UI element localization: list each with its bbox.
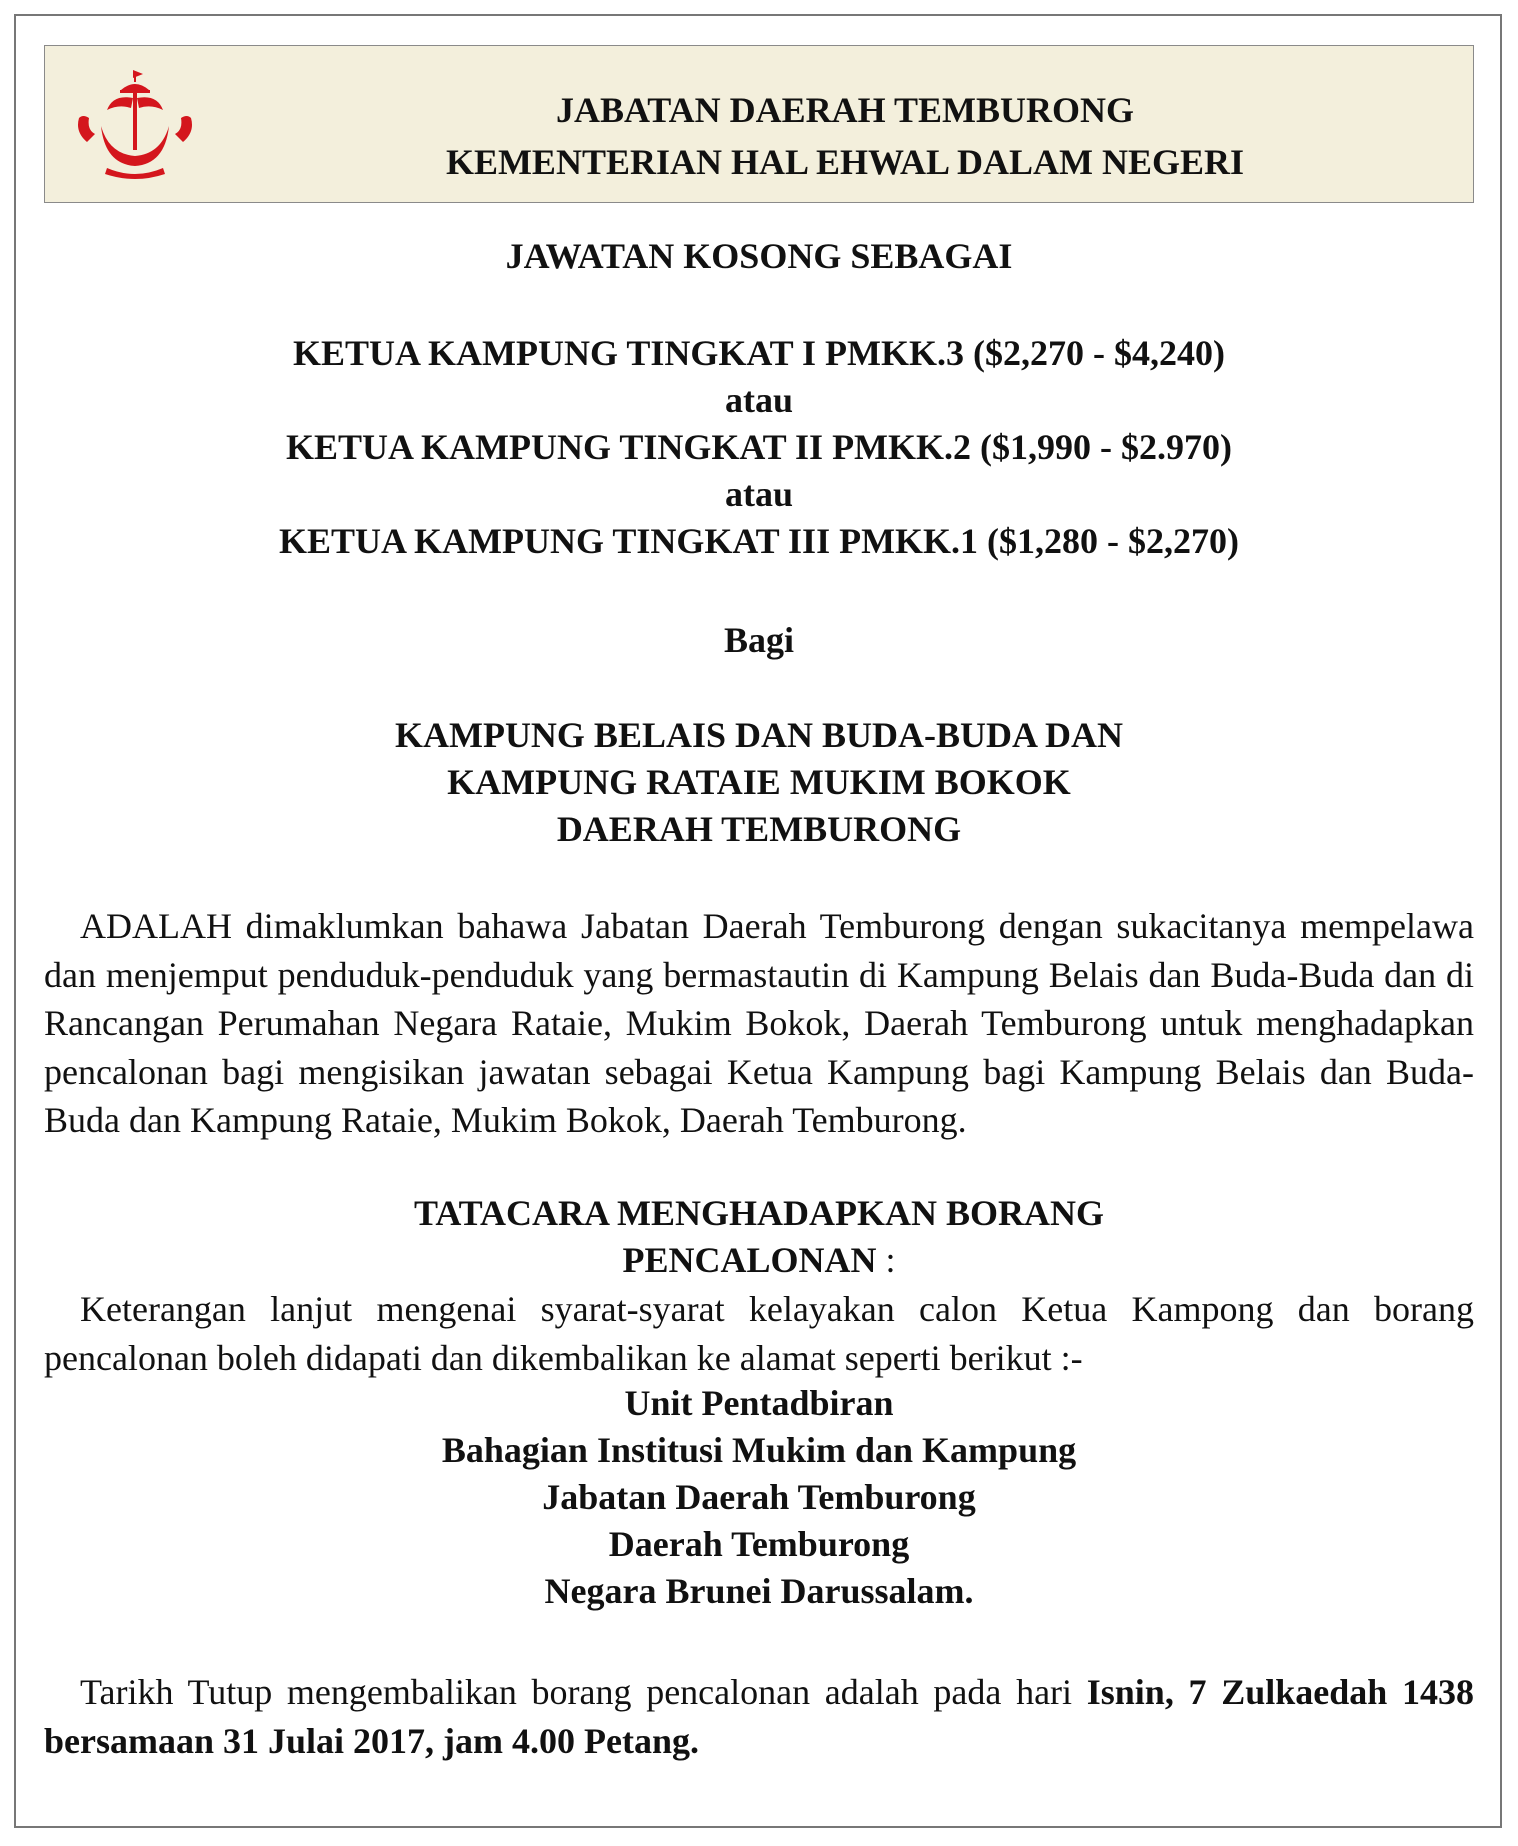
address-line-4: Daerah Temburong (608, 1524, 910, 1564)
announcement-paragraph: ADALAH dimaklumkan bahawa Jabatan Daerah Temburong dengan sukacitanya mempelawa dan menjemput penduduk-penduduk yang bermastautin di Kampung Belais dan Buda-Buda dan di Rancangan Perumahan Negara Rataie, Mukim Bokok, Daerah Temburong untuk menghadapkan pencalonan bagi mengisikan jawatan sebagai Ketua Kampung bagi Kampung Belais dan Buda-Buda dan Kampung Rataie, Mukim Bokok, Daerah Temburong. (44, 906, 1474, 1140)
or-separator: atau (724, 474, 793, 514)
address-block (44, 1380, 1474, 1615)
vacancy-title: JAWATAN KOSONG SEBAGAI (505, 236, 1013, 276)
closing-prefix: Tarikh Tutup mengembalikan borang pencalonan adalah pada hari (80, 1672, 1087, 1712)
location-line-3: DAERAH TEMBURONG (556, 809, 962, 849)
address-line-5: Negara Brunei Darussalam. (544, 1571, 974, 1611)
address-line-1: Unit Pentadbiran (624, 1383, 894, 1423)
procedure-heading-line-1: TATACARA MENGHADAPKAN BORANG (414, 1193, 1104, 1233)
procedure-heading (44, 1190, 1474, 1284)
grade-1: KETUA KAMPUNG TINGKAT I PMKK.3 ($2,270 - $4,240) (292, 333, 1225, 373)
grade-3: KETUA KAMPUNG TINGKAT III PMKK.1 ($1,280 - $2,270) (278, 521, 1240, 561)
location-line-1: KAMPUNG BELAIS DAN BUDA-BUDA DAN (394, 715, 1124, 755)
vacancy-title-block (44, 233, 1474, 280)
for-label-block (44, 617, 1474, 664)
location-line-2: KAMPUNG RATAIE MUKIM BOKOK (447, 762, 1071, 802)
location-block (44, 712, 1474, 853)
procedure-heading-line-2-text: PENCALONAN (622, 1240, 877, 1280)
letterhead (44, 45, 1474, 203)
brunei-crest-icon (73, 68, 197, 180)
grade-2: KETUA KAMPUNG TINGKAT II PMKK.2 ($1,990 - $2.970) (285, 427, 1233, 467)
address-line-2: Bahagian Institusi Mukim dan Kampung (441, 1430, 1077, 1470)
for-label: Bagi (723, 620, 794, 660)
closing-paragraph (44, 1668, 1474, 1765)
grades-block (44, 330, 1474, 565)
ministry-name: KEMENTERIAN HAL EHWAL DALAM NEGERI (445, 142, 1245, 182)
department-name: JABATAN DAERAH TEMBURONG (555, 90, 1135, 130)
or-separator: atau (724, 380, 793, 420)
procedure-heading-line-2 (44, 1237, 1474, 1284)
closing-date: Isnin, 7 Zulkaedah 1438 bersamaan 31 Julai 2017, jam 4.00 Petang. (44, 1672, 1474, 1761)
procedure-paragraph: Keterangan lanjut mengenai syarat-syarat kelayakan calon Ketua Kampong dan borang pencalonan boleh didapati dan dikembalikan ke alamat seperti berikut :- (44, 1289, 1474, 1378)
procedure-heading-suffix: : (876, 1240, 896, 1280)
address-line-3: Jabatan Daerah Temburong (542, 1477, 976, 1517)
